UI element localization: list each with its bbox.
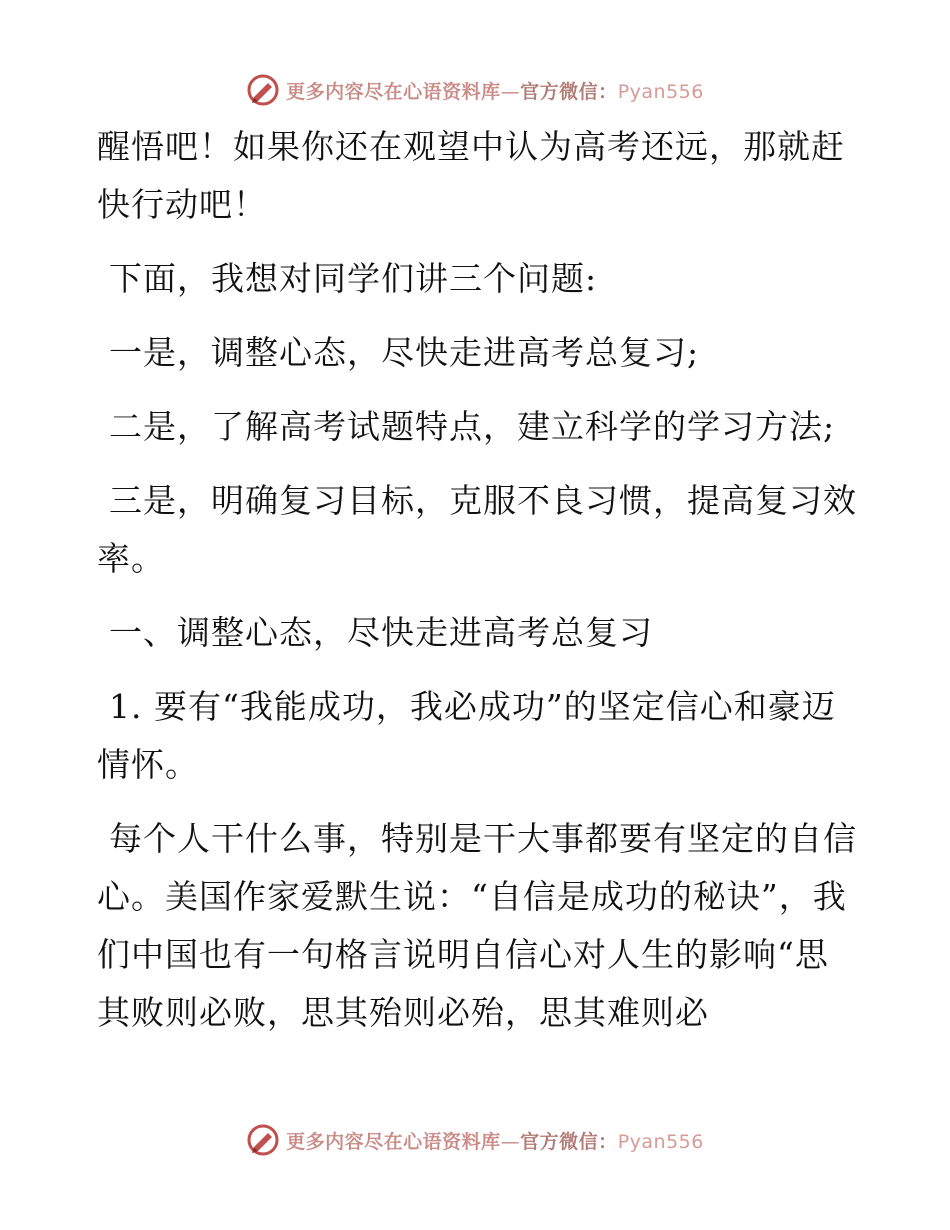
watermark-wechat-id: Pyan556 xyxy=(617,80,704,103)
watermark-wechat-label: 官方微信： xyxy=(520,1130,618,1153)
paragraph-2: 下面，我想对同学们讲三个问题: xyxy=(109,259,598,298)
watermark-text xyxy=(286,77,704,104)
footer-watermark xyxy=(0,1120,950,1160)
watermark-wechat-id: Pyan556 xyxy=(617,1130,704,1153)
watermark-separator: — xyxy=(500,1130,521,1153)
pen-logo-icon xyxy=(246,73,280,107)
paragraph-1: 醒悟吧！如果你还在观望中认为高考还远，那就赶快行动吧！ xyxy=(97,127,845,224)
pen-logo-icon xyxy=(246,1123,280,1157)
paragraph-8: 每个人干什么事，特别是干大事都要有坚定的自信心。美国作家爱默生说：“自信是成功的秘诀”，我们中国也有一句格言说明自信心对人生的影响“思其败则必败，思其殆则必殆，思其难则必 xyxy=(97,819,857,1032)
watermark-text xyxy=(286,1127,704,1154)
watermark-separator: — xyxy=(500,80,521,103)
paragraph-7: 1. 要有“我能成功，我必成功”的坚定信心和豪迈情怀。 xyxy=(97,687,836,784)
paragraph-4: 二是，了解高考试题特点，建立科学的学习方法; xyxy=(109,407,836,446)
watermark-brand: 更多内容尽在心语资料库 xyxy=(286,80,501,103)
watermark-brand: 更多内容尽在心语资料库 xyxy=(286,1130,501,1153)
section-heading: 一、调整心态，尽快走进高考总复习 xyxy=(109,613,653,652)
paragraph-5: 三是，明确复习目标，克服不良习惯，提高复习效率。 xyxy=(97,481,857,578)
paragraph-3: 一是，调整心态，尽快走进高考总复习; xyxy=(109,333,700,372)
watermark-wechat-label: 官方微信： xyxy=(520,80,618,103)
header-watermark xyxy=(0,70,950,110)
document-body xyxy=(97,118,857,1058)
